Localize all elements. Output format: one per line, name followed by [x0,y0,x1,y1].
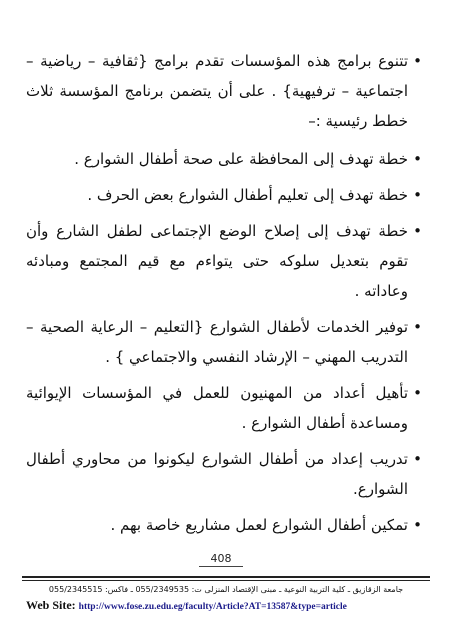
bullet-marker: • [413,150,422,168]
list-item-text: تتنوع برامج هذه المؤسسات تقدم برامج {ثقافية – رياضية – اجتماعية – ترفيهية} . على أن يتضمن برنامج المؤسسة ثلاث خطط رئيسية :– [26,52,408,130]
list-item [26,510,422,540]
website-link[interactable]: http://www.fose.zu.edu.eg/faculty/Article?AT=13587&type=article [78,602,347,612]
website-label: Web Site: [26,598,76,612]
list-item [26,46,422,136]
list-item-text: تأهيل أعداد من المهنيون للعمل في المؤسسات الإيوائية ومساعدة أطفال الشوارع . [26,384,408,432]
list-item-text: تدريب إعداد من أطفال الشوارع ليكونوا من محاوري أطفال الشوارع. [26,450,408,498]
document-body [26,46,422,546]
list-item-text: خطة تهدف إلى تعليم أطفال الشوارع بعض الحرف . [87,186,408,204]
bullet-marker: • [413,450,422,468]
bullet-marker: • [413,384,422,402]
list-item-text: تمكين أطفال الشوارع لعمل مشاريع خاصة بهم . [110,516,408,534]
bullet-marker: • [413,52,422,70]
list-item-text: توفير الخدمات لأطفال الشوارع {التعليم – الرعاية الصحية – التدريب المهني – الإرشاد النفسي والاجتماعي } . [26,318,408,366]
list-item [26,378,422,438]
bullet-marker: • [413,318,422,336]
list-item [26,144,422,174]
footer-address: جامعة الزقازيق ـ كلية التربية النوعية ـ مبنى الإقتصاد المنزلى ت: 055/2349535 ـ فاكس: 055/2345515 [48,585,404,594]
footer-website [26,598,426,613]
list-item [26,444,422,504]
list-item-text: خطة تهدف إلى إصلاح الوضع الإجتماعى لطفل الشارع وأن تقوم بتعديل سلوكه حتى يتواءم مع قيم المجتمع ومبادئه وعاداته . [26,222,408,300]
list-item [26,180,422,210]
list-item [26,216,422,306]
bullet-marker: • [413,516,422,534]
bullet-marker: • [413,186,422,204]
list-item [26,312,422,372]
bullet-marker: • [413,222,422,240]
page-number: 408 [199,552,243,567]
footer-divider [22,576,430,578]
list-item-text: خطة تهدف إلى المحافظة على صحة أطفال الشوارع . [74,150,408,168]
footer-divider-thin [22,580,430,581]
